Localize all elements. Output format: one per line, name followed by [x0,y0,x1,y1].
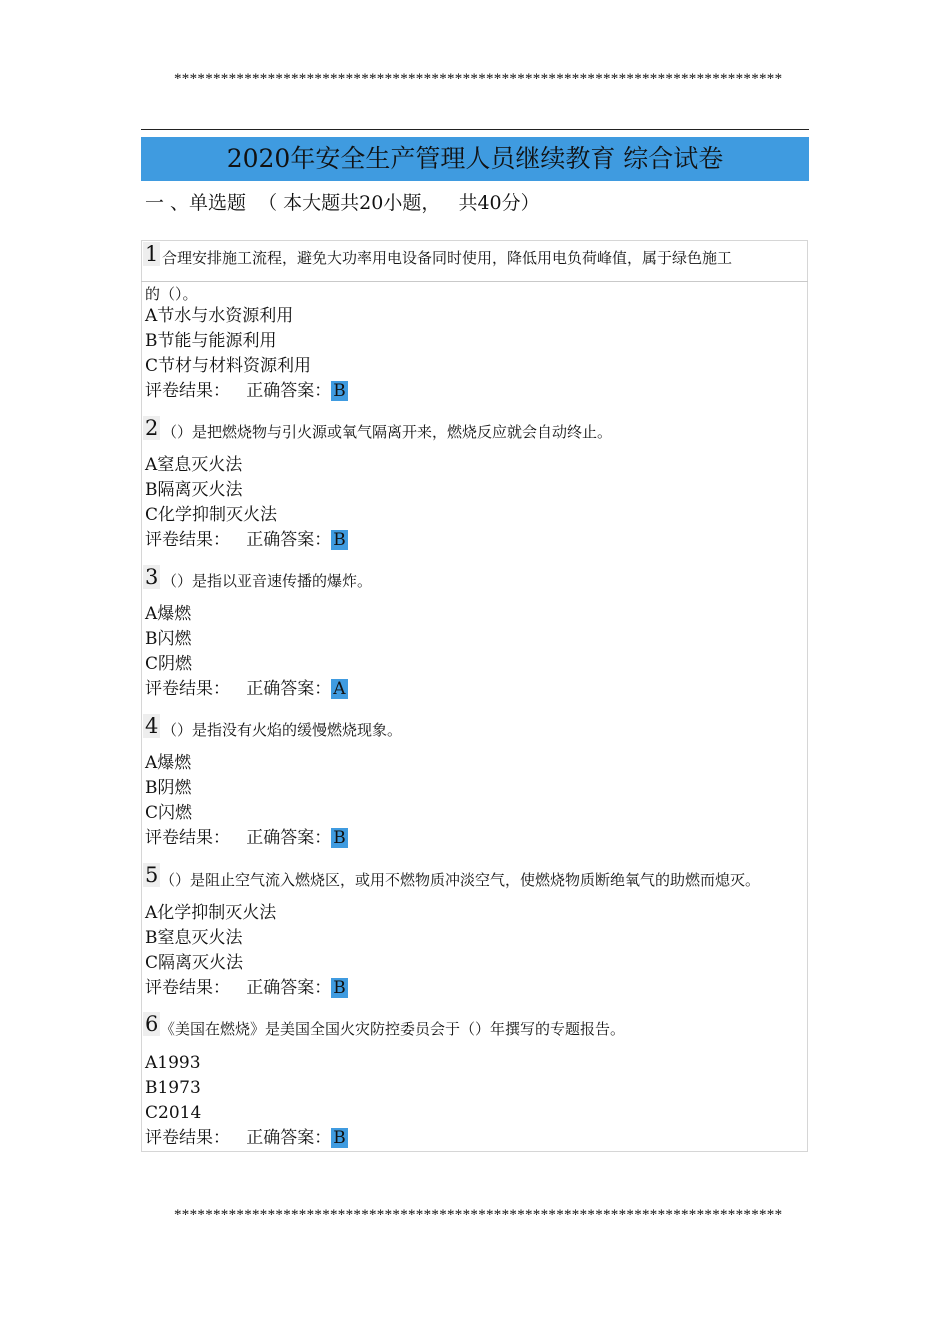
result-label: 评卷结果： [145,679,230,699]
correct-answer: B [333,381,346,401]
result-label: 评卷结果： [145,978,230,998]
option-c: C隔离灭火法 [145,953,244,973]
option-a: A节水与水资源利用 [145,306,294,326]
question-text-continued: 的（）。 [145,285,198,303]
option-c: C2014 [145,1103,202,1123]
option-c: C节材与材料资源利用 [145,356,312,376]
question-text: 合理安排施工流程，避免大功率用电设备同时使用，降低用电负荷峰值，属于绿色施工 [162,249,733,267]
result-label: 评卷结果： [145,530,230,550]
page-title: 2020年安全生产管理人员继续教育 综合试卷 [141,137,809,181]
correct-answer: B [333,530,346,550]
question-number: 2 [145,416,159,440]
question-text: （）是阻止空气流入燃烧区，或用不燃物质冲淡空气，使燃烧物质断绝氧气的助燃而熄灭。 [160,871,761,889]
option-a: A爆燃 [145,604,192,624]
question-number: 6 [145,1012,159,1036]
result-row [145,379,348,404]
option-c: C化学抑制灭火法 [145,505,278,525]
result-row [145,528,348,553]
option-b: B隔离灭火法 [145,480,243,500]
option-a: A窒息灭火法 [145,455,243,475]
answer-label: 正确答案： [246,978,332,998]
result-label: 评卷结果： [145,828,230,848]
option-b: B节能与能源利用 [145,331,277,351]
correct-answer: B [333,1128,346,1148]
header-stars: ****************************************************************************** [174,71,783,87]
result-label: 评卷结果： [145,1128,230,1148]
question-number: 4 [145,714,159,738]
answer-label: 正确答案： [246,1128,332,1148]
question-number: 5 [145,863,159,887]
result-row [145,1126,348,1151]
answer-label: 正确答案： [246,530,332,550]
result-row [145,677,348,702]
answer-label: 正确答案： [246,679,332,699]
option-b: B窒息灭火法 [145,928,243,948]
option-a: A爆燃 [145,753,192,773]
correct-answer: A [333,679,346,699]
section-heading: 一 、单选题 （ 本大题共20小题， 共40分） [145,192,540,214]
footer-stars: ****************************************************************************** [174,1207,783,1223]
option-b: B1973 [145,1078,201,1098]
correct-answer: B [333,828,346,848]
question-number: 3 [145,565,159,589]
option-a: A化学抑制灭火法 [145,903,277,923]
question-text: （）是指以亚音速传播的爆炸。 [162,572,373,590]
correct-answer: B [333,978,346,998]
question-text: （）是指没有火焰的缓慢燃烧现象。 [162,721,403,739]
answer-label: 正确答案： [246,381,332,401]
option-b: B阴燃 [145,778,192,798]
question-text: 《美国在燃烧》是美国全国火灾防控委员会于（）年撰写的专题报告。 [160,1020,626,1038]
option-a: A1993 [145,1053,201,1073]
title-rule [141,129,809,130]
question-text: （）是把燃烧物与引火源或氧气隔离开来，燃烧反应就会自动终止。 [162,423,613,441]
question-number: 1 [145,242,159,266]
option-b: B闪燃 [145,629,192,649]
option-c: C阴燃 [145,654,193,674]
result-label: 评卷结果： [145,381,230,401]
result-row [145,826,348,851]
option-c: C闪燃 [145,803,193,823]
answer-label: 正确答案： [246,828,332,848]
result-row [145,976,348,1001]
